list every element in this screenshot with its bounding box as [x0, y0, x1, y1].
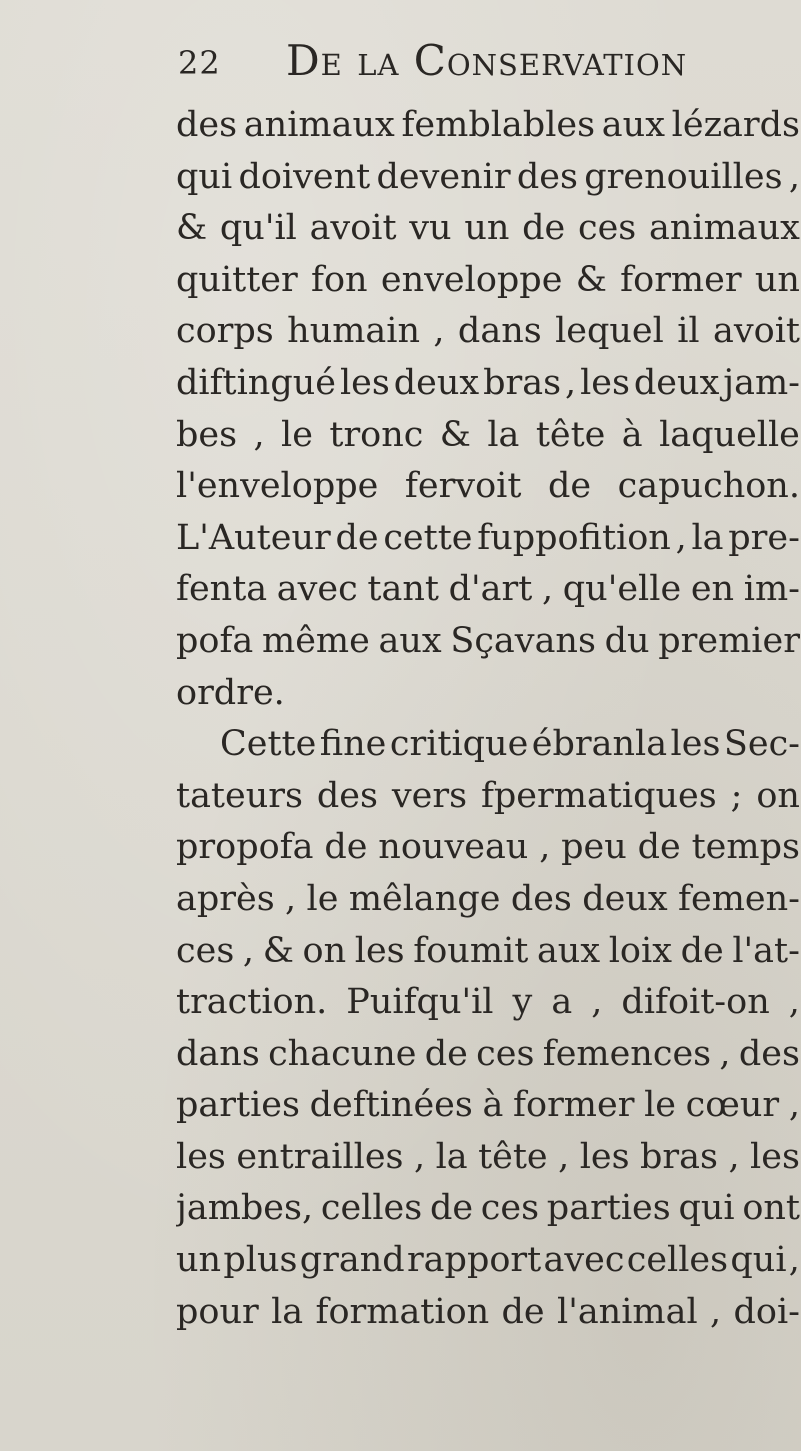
- text-line: les entrailles , la tête , les bras , les: [176, 1136, 800, 1177]
- text-line: fenta avec tant d'art , qu'elle en im-: [176, 569, 800, 610]
- text-line: qui doivent devenir des grenouilles ,: [176, 156, 800, 197]
- text-line: quitter fon enveloppe & former un: [176, 259, 800, 300]
- text-line: parties deftinées à former le cœur ,: [176, 1085, 800, 1126]
- text-line: propofa de nouveau , peu de temps: [176, 827, 800, 868]
- text-line: corps humain , dans lequel il avoit: [176, 311, 800, 352]
- text-line: après , le mêlange des deux femen-: [176, 878, 800, 919]
- text-line: traction. Puifqu'il y a , difoit-on ,: [176, 982, 800, 1023]
- text-line: ordre.: [176, 672, 285, 713]
- text-line: tateurs des vers fpermatiques ; on: [176, 775, 800, 816]
- text-line: Cette fine critique ébranla les Sec-: [220, 724, 800, 765]
- text-line: pofa même aux Sçavans du premier: [176, 620, 800, 661]
- text-line: jambes, celles de ces parties qui ont: [176, 1188, 800, 1229]
- text-line: dans chacune de ces femences , des: [176, 1033, 800, 1074]
- text-line: ces , & on les foumit aux loix de l'at-: [176, 930, 800, 971]
- text-line: & qu'il avoit vu un de ces animaux: [176, 208, 800, 249]
- page-number: 22: [178, 44, 221, 82]
- text-line: l'enveloppe fervoit de capuchon.: [176, 466, 800, 507]
- running-title: De la Conservation: [286, 36, 688, 85]
- body-text: [176, 100, 800, 1338]
- text-line: des animaux femblables aux lézards: [176, 105, 800, 145]
- text-line: un plus grand rapport avec celles qui ,: [176, 1240, 800, 1281]
- text-line: pour la formation de l'animal , doi-: [176, 1291, 800, 1332]
- text-line: diftingué les deux bras , les deux jam-: [176, 362, 800, 403]
- text-line: bes , le tronc & la tête à laquelle: [176, 414, 800, 455]
- text-line: L'Auteur de cette fuppofition , la pre-: [176, 517, 800, 558]
